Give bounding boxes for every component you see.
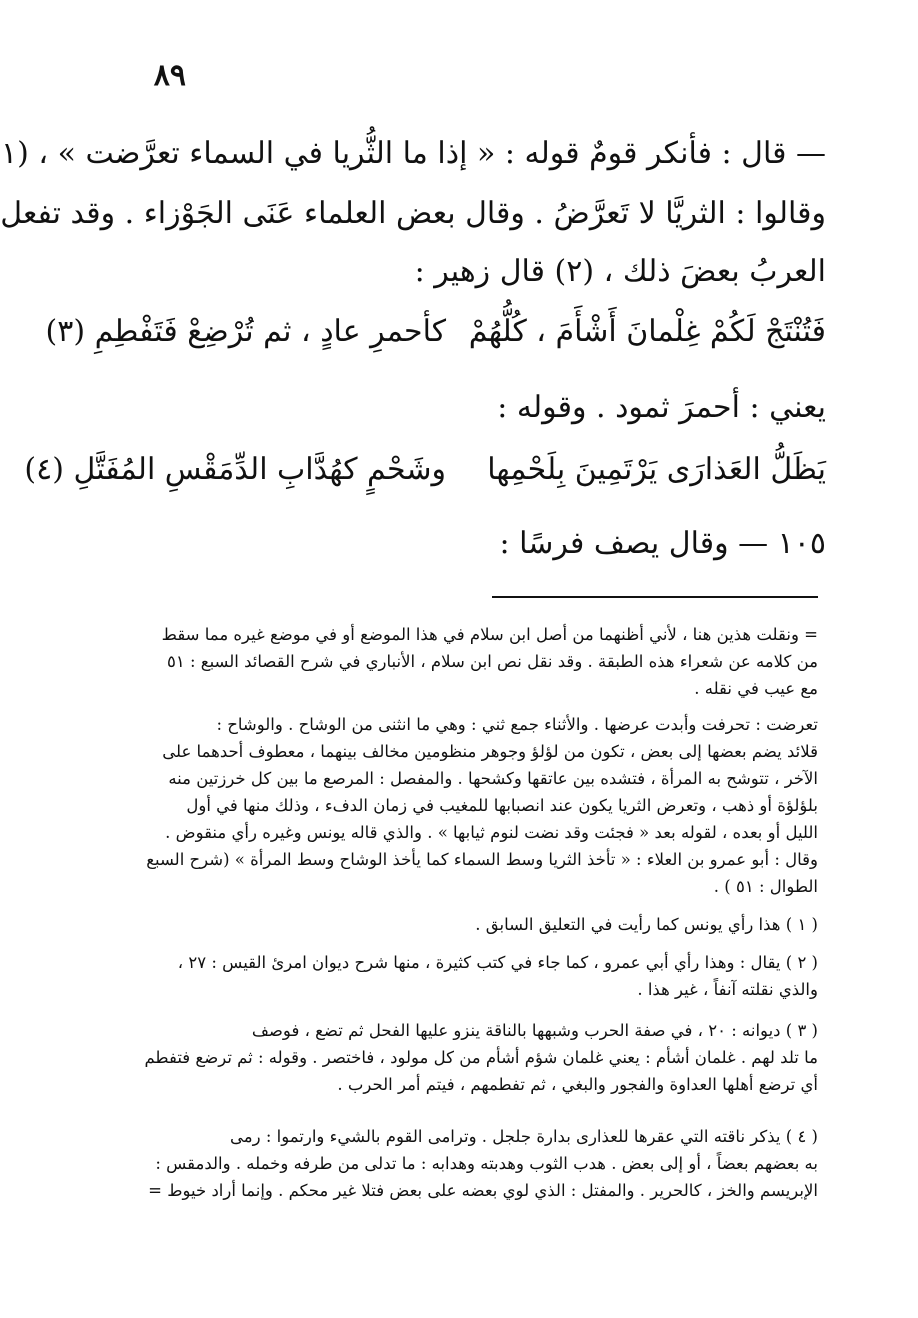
footnote-4-line: الإبريسم والخز ، كالحرير . والمفتل : الذي لوي بعضه على بعض فتلا غير محكم . وإنما أراد خيوط = <box>148 1181 818 1200</box>
footnote-explanation-line: الطوال : ٥١ ) . <box>713 877 818 896</box>
footnote-explanation-line: قلائد يضم بعضها إلى بعض ، تكون من لؤلؤ وجوهر منظومين مخالف بينهما ، معطوف أحدهما على <box>162 742 818 761</box>
main-text-line-1: — قال : فأنكر قومٌ قوله : « إذا ما الثُّريا في السماء تعرَّضت » ، (١ <box>0 136 826 171</box>
main-text-line-2: وقالوا : الثريَّا لا تَعرَّضُ . وقال بعض العلماء عَنَى الجَوْزاء . وقد تفعل <box>0 196 826 231</box>
footnote-4-line: ( ٤ ) يذكر ناقته التي عقرها للعذارى بدارة جلجل . وترامى القوم بالشيء وارتموا : رمى <box>230 1127 818 1146</box>
footnote-explanation-line: وقال : أبو عمرو بن العلاء : « تأخذ الثريا وسط السماء كما يأخذ الوشاح وسط المرأة » (شرح السبع <box>146 850 818 869</box>
footnote-explanation-line: تعرضت : تحرفت وأبدت عرضها . والأثناء جمع ثني : وهي ما انثنى من الوشاح . والوشاح : <box>216 715 818 734</box>
footnote-separator-rule <box>492 596 818 598</box>
section-heading-105: ١٠٥ — وقال يصف فرسًا : <box>499 526 826 561</box>
footnote-continuation-line: مع عيب في نقله . <box>694 679 818 698</box>
footnote-2-line: والذي نقلته آنفاً ، غير هذا . <box>637 980 818 999</box>
verse-zuhair-hemistich-2: كأحمرِ عادٍ ، ثم تُرْضِعْ فَتَفْطِمِ (٣) <box>45 314 446 349</box>
page-number: ٨٩ <box>153 58 186 93</box>
footnote-4-line: به بعضهم بعضاً ، أو إلى بعض . هدب الثوب وهدبته وهدابه : ما تدلى من طرفه وخمله . والدمقس : <box>155 1154 818 1173</box>
footnote-explanation-line: بلؤلؤة أو ذهب ، وتعرض الثريا يكون عند انصبابها للمغيب في زمان الدفء ، وذلك منها في أول <box>186 796 818 815</box>
footnote-explanation-line: الليل أو بعده ، لقوله بعد « فجئت وقد نضت لنوم ثيابها » . والذي قاله يونس وغيره رأي منقوض . <box>165 823 818 842</box>
verse-imru-alqays-hemistich-2: وشَحْمٍ كهُدَّابِ الدِّمَقْسِ المُفَتَّلِ (٤) <box>24 452 446 487</box>
verse-imru-alqays <box>24 452 826 500</box>
footnote-continuation-line: = ونقلت هذين هنا ، لأني أظنهما من أصل ابن سلام في هذا الموضع أو في موضع غيره مما سقط <box>161 625 818 644</box>
footnote-3-line: ما تلد لهم . غلمان أشأم : يعني غلمان شؤم أشأم من كل مولود ، فاختصر . وقوله : ثم ترضع فتفطم <box>144 1048 818 1067</box>
footnote-3-line: أي ترضع أهلها العداوة والفجور والبغي ، ثم تفطمهم ، فيتم أمر الحرب . <box>337 1075 818 1094</box>
footnote-1-line: ( ١ ) هذا رأي يونس كما رأيت في التعليق السابق . <box>475 915 818 934</box>
verse-imru-alqays-hemistich-1: يَظَلُّ العَذارَى يَرْتَمِينَ بِلَحْمِها <box>487 452 826 487</box>
verse-zuhair-hemistich-1: فَتُنْتَجْ لَكُمْ غِلْمانَ أَشْأَمَ ، كُلُّهُمْ <box>468 314 826 349</box>
footnote-3-line: ( ٣ ) ديوانه : ٢٠ ، في صفة الحرب وشبهها بالناقة ينزو عليها الفحل ثم تضع ، فوصف <box>251 1021 818 1040</box>
main-text-line-3: العربُ بعضَ ذلك ، (٢) قال زهير : <box>414 254 826 289</box>
footnote-2-line: ( ٢ ) يقال : وهذا رأي أبي عمرو ، كما جاء في كتب كثيرة ، منها شرح ديوان امرئ القيس : ٢٧ ، <box>177 953 818 972</box>
verse-zuhair <box>45 314 826 362</box>
main-text-line-4: يعني : أحمرَ ثمود . وقوله : <box>497 390 826 425</box>
footnote-continuation-line: من كلامه عن شعراء هذه الطبقة . وقد نقل نص ابن سلام ، الأنباري في شرح القصائد السبع : ٥١ <box>167 652 818 671</box>
footnote-explanation-line: الآخر ، تتوشح به المرأة ، فتشده بين عاتقها وكشحها . والمفصل : المرصع ما بين كل خرزتين منه <box>168 769 818 788</box>
